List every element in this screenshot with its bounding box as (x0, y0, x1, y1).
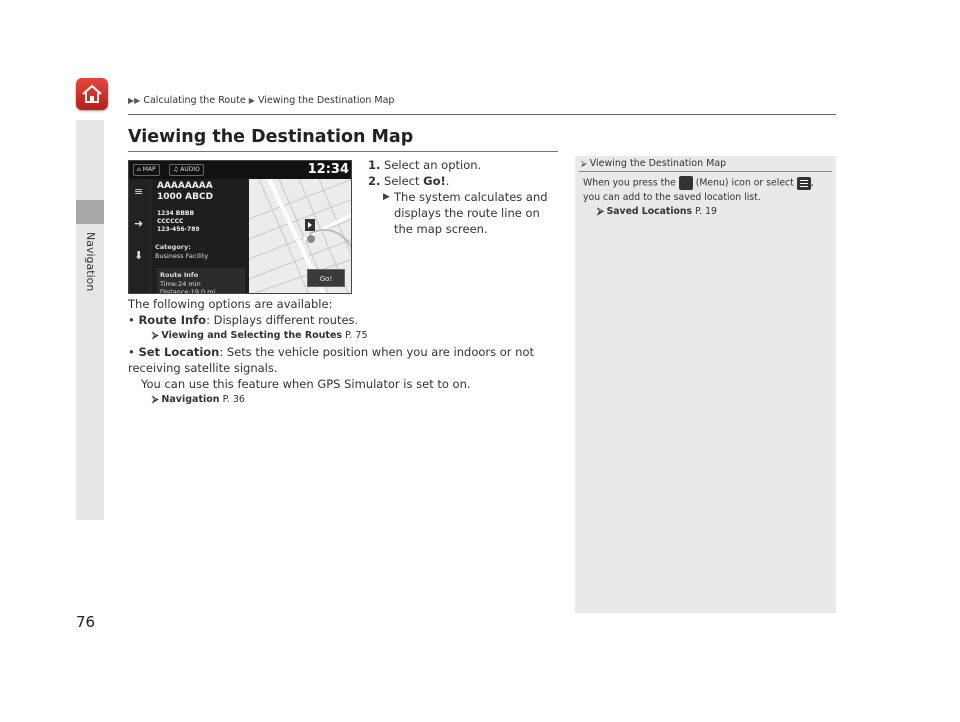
destination-address: 1234 BBBB CCCCCC 123-456-789 (157, 210, 200, 233)
destination-category: Category: Business Facility (155, 243, 209, 260)
destination-panel (151, 179, 249, 294)
route-info-box: Route Info Time:24 min Distance:19.0 mi (157, 268, 245, 294)
breadcrumb-arrow-icon: ▶▶ (128, 96, 141, 105)
arrow-down-icon: ⬇ (134, 249, 144, 262)
breadcrumb-item[interactable]: Viewing the Destination Map (257, 95, 395, 106)
note-header: ⮚ Viewing the Destination Map (581, 158, 727, 169)
section-label: Navigation (84, 232, 97, 292)
step-2: 2. Select Go!. (368, 174, 450, 188)
page-title: Viewing the Destination Map (128, 127, 414, 147)
screen-top-bar (129, 161, 352, 179)
cross-reference-link[interactable]: ⮚ Navigation P. 36 (152, 394, 245, 405)
divider (128, 114, 836, 115)
breadcrumb-item[interactable]: Calculating the Route (143, 95, 246, 106)
divider (128, 151, 558, 152)
menu-icon (679, 176, 693, 190)
reference-icon: ⮚ (152, 331, 159, 341)
home-icon (80, 82, 104, 106)
screen-side-bar (129, 179, 151, 294)
home-button[interactable] (76, 78, 108, 110)
section-tab (76, 200, 104, 224)
steps (368, 157, 558, 237)
audio-button: ♫ AUDIO (169, 164, 204, 176)
destination-map-screenshot (128, 160, 352, 294)
reference-icon: ⮚ (152, 395, 159, 405)
options-intro: The following options are available: (128, 297, 333, 311)
destination-name: AAAAAAAA 1000 ABCD (157, 181, 214, 202)
arrow-right-icon: ➜ (134, 217, 144, 230)
map-button: ⌂ MAP (133, 164, 160, 176)
option-set-location: • Set Location: Sets the vehicle position when you are indoors or not receiving satellite signals. (128, 345, 535, 375)
step-1: 1. Select an option. (368, 158, 482, 172)
menu-icon: ≡ (134, 185, 144, 198)
options-text (128, 296, 568, 408)
result-arrow-icon: ▶ (383, 192, 390, 202)
divider (579, 171, 832, 172)
note-marker-icon: ⮚ (581, 159, 587, 168)
cross-reference-link[interactable]: ⮚ Viewing and Selecting the Routes P. 75 (152, 330, 368, 341)
page-number: 76 (76, 613, 96, 631)
option-route-info: • Route Info: Displays different routes. (128, 313, 359, 327)
option-set-location-note: You can use this feature when GPS Simulator is set to on. (141, 377, 471, 391)
clock: 12:34 (307, 162, 349, 177)
go-button: Go! (307, 269, 345, 287)
note-body: When you press the (Menu) icon or select , you can add to the saved location list. ⮚ Saved Locations P. 19 (583, 176, 828, 219)
breadcrumb-arrow-icon: ▶ (248, 96, 255, 105)
sidebar-note (575, 156, 836, 613)
step-2-result: ▶ The system calculates and displays the route line on the map screen. (383, 190, 548, 236)
list-icon (797, 177, 811, 190)
cross-reference-link[interactable]: ⮚ Saved Locations P. 19 (597, 205, 717, 217)
reference-icon: ⮚ (597, 205, 604, 217)
breadcrumb (128, 95, 394, 106)
side-strip (76, 120, 104, 520)
